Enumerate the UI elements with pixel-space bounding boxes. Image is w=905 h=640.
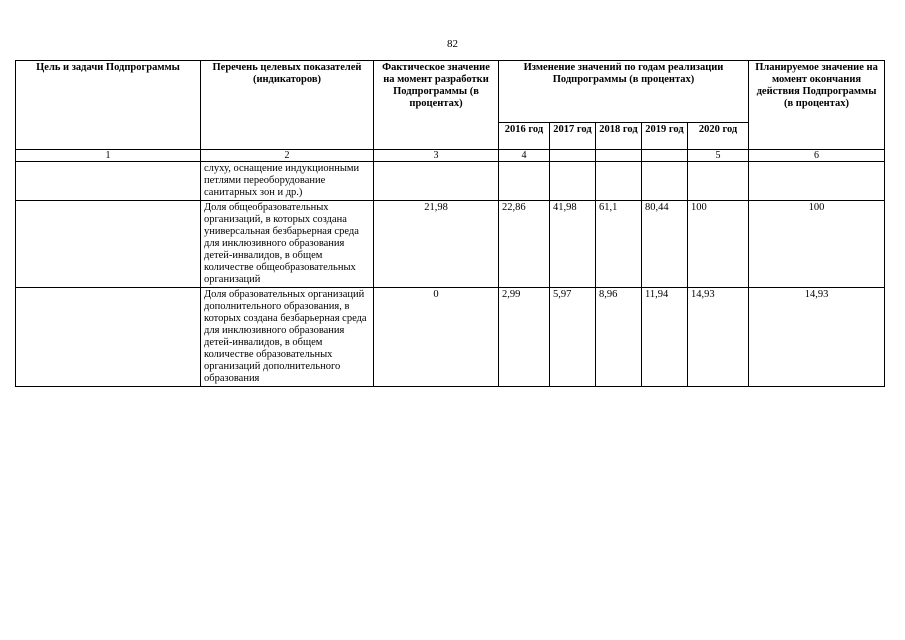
header-goal: Цель и задачи Подпрограммы (16, 61, 201, 150)
header-planned: Планируемое значение на момент окончания действия Подпрограммы (в процентах) (749, 61, 885, 150)
table-row (16, 201, 885, 288)
indicators-table (15, 60, 885, 387)
value-2019-cell: 80,44 (642, 201, 688, 288)
column-numbers-row (16, 150, 885, 162)
column-number (642, 150, 688, 162)
header-indicators: Перечень целевых показателей (индикаторов) (201, 61, 374, 150)
value-2020-cell: 100 (688, 201, 749, 288)
planned-cell (749, 162, 885, 201)
column-number: 5 (688, 150, 749, 162)
value-2017-cell: 5,97 (550, 288, 596, 387)
actual-cell: 0 (374, 288, 499, 387)
value-2019-cell (642, 162, 688, 201)
table-row (16, 162, 885, 201)
column-number (596, 150, 642, 162)
page-number: 82 (447, 38, 458, 50)
header-year-2018: 2018 год (596, 123, 642, 150)
column-number: 3 (374, 150, 499, 162)
value-2016-cell (499, 162, 550, 201)
actual-cell: 21,98 (374, 201, 499, 288)
value-2020-cell (688, 162, 749, 201)
goal-cell (16, 162, 201, 201)
column-number (550, 150, 596, 162)
header-actual: Фактическое значение на момент разработки Подпрограммы (в процентах) (374, 61, 499, 150)
column-number: 1 (16, 150, 201, 162)
column-number: 4 (499, 150, 550, 162)
goal-cell (16, 201, 201, 288)
header-year-2019: 2019 год (642, 123, 688, 150)
value-2018-cell (596, 162, 642, 201)
value-2017-cell (550, 162, 596, 201)
column-number: 2 (201, 150, 374, 162)
header-change: Изменение значений по годам реализации Подпрограммы (в процентах) (499, 61, 749, 123)
header-year-2020: 2020 год (688, 123, 749, 150)
value-2016-cell: 22,86 (499, 201, 550, 288)
value-2016-cell: 2,99 (499, 288, 550, 387)
value-2017-cell: 41,98 (550, 201, 596, 288)
actual-cell (374, 162, 499, 201)
header-year-2016: 2016 год (499, 123, 550, 150)
planned-cell: 100 (749, 201, 885, 288)
planned-cell: 14,93 (749, 288, 885, 387)
column-number: 6 (749, 150, 885, 162)
indicator-cell: Доля общеобразовательных организаций, в которых создана универсальная безбарьерная среда для инклюзивного образования детей-инвалидов, в общем количестве общеобразовательных организаций (201, 201, 374, 288)
value-2020-cell: 14,93 (688, 288, 749, 387)
value-2019-cell: 11,94 (642, 288, 688, 387)
indicator-cell: слуху, оснащение индукционными петлями переоборудование санитарных зон и др.) (201, 162, 374, 201)
goal-cell (16, 288, 201, 387)
header-year-2017: 2017 год (550, 123, 596, 150)
indicator-cell: Доля образовательных организаций дополнительного образования, в которых создана безбарьерная среда для инклюзивного образования детей-инвалидов, в общем количестве образовательных организаций дополнительного образования (201, 288, 374, 387)
header-row (16, 61, 885, 123)
value-2018-cell: 61,1 (596, 201, 642, 288)
table-row (16, 288, 885, 387)
value-2018-cell: 8,96 (596, 288, 642, 387)
